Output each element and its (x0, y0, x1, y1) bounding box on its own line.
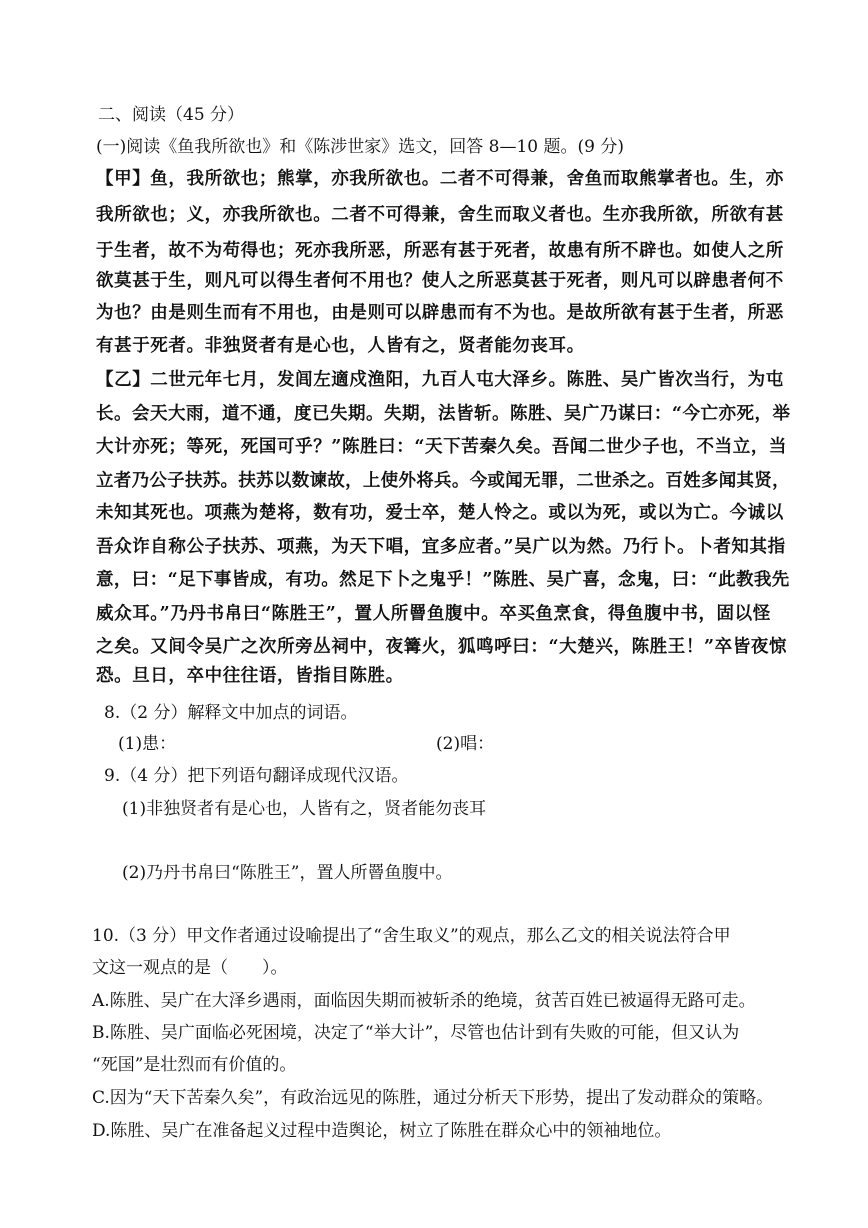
passage-yi-line: 吾众诈自称公子扶苏、项燕，为天下唱，宜多应者。”吴广以为然。乃行卜。卜者知其指 (96, 537, 786, 557)
passage-jia-line: 我所欲也；义，亦我所欲也。二者不可得兼，舍生而取义者也。生亦我所欲，所欲有甚 (96, 205, 784, 225)
section-heading: 二、阅读（45 分） (98, 105, 245, 125)
question-10-option-a: A.陈胜、吴广在大泽乡遇雨，面临因失期而被斩杀的绝境，贫苦百姓已被逼得无路可走。 (92, 991, 756, 1011)
passage-yi-line: 意，曰：“足下事皆成，有功。然足下卜之鬼乎！”陈胜、吴广喜，念鬼，曰：“此教我先 (96, 570, 790, 590)
question-8-item-2: (2)唱： (436, 734, 495, 754)
question-10-option-d: D.陈胜、吴广在准备起义过程中造舆论，树立了陈胜在群众心中的领袖地位。 (92, 1121, 672, 1141)
part-intro: (一)阅读《鱼我所欲也》和《陈涉世家》选文，回答 8—10 题。(9 分) (96, 137, 625, 157)
question-10-stem: 文这一观点的是（ ）。 (92, 958, 288, 978)
passage-yi-line: 恐。旦日，卒中往往语，皆指目陈胜。 (96, 666, 404, 686)
passage-yi-line: 立者乃公子扶苏。扶苏以数谏故，上使外将兵。今或闻无罪，二世杀之。百姓多闻其贤， (96, 471, 790, 491)
passage-yi-line: 未知其死也。项燕为楚将，数有功，爱士卒，楚人怜之。或以为死，或以为亡。今诚以 (96, 503, 784, 523)
passage-yi-line: 之矣。又间令吴广之次所旁丛祠中，夜篝火，狐鸣呼曰：“大楚兴，陈胜王！”卒皆夜惊 (96, 637, 788, 657)
question-8-stem: 8.（2 分）解释文中加点的词语。 (104, 703, 358, 723)
question-9-item-1: (1)非独贤者有是心也，人皆有之，贤者能勿丧耳 (122, 799, 487, 819)
question-10-option-b: “死国”是壮烈而有价值的。 (92, 1055, 297, 1075)
question-9-item-2: (2)乃丹书帛曰“陈胜王”，置人所罾鱼腹中。 (122, 863, 453, 883)
passage-yi-line: 【乙】二世元年七月，发闾左適戍渔阳，九百人屯大泽乡。陈胜、吴广皆次当行，为屯 (96, 370, 784, 390)
passage-jia-line: 【甲】鱼，我所欲也；熊掌，亦我所欲也。二者不可得兼，舍鱼而取熊掌者也。生，亦 (96, 169, 784, 189)
question-10-option-b: B.陈胜、吴广面临必死困境，决定了“举大计”，尽管也估计到有失败的可能，但又认为 (92, 1023, 740, 1043)
passage-yi-line: 威众耳。”乃丹书帛曰“陈胜王”，置人所罾鱼腹中。卒买鱼烹食，得鱼腹中书，固以怪 (96, 604, 771, 624)
passage-jia-line: 为也？由是则生而有不用也，由是则可以辟患而有不为也。是故所欲有甚于生者，所恶 (96, 303, 784, 323)
passage-jia-line: 欲莫甚于生，则凡可以得生者何不用也？使人之所恶莫甚于死者，则凡可以辟患者何不 (96, 271, 784, 291)
question-8-item-1: (1)患： (118, 734, 177, 754)
passage-jia-line: 于生者，故不为苟得也；死亦我所恶，所恶有甚于死者，故患有所不辟也。如使人之所 (96, 241, 784, 261)
question-10-option-c: C.因为“天下苦秦久矣”，有政治远见的陈胜，通过分析天下形势，提出了发动群众的策略。 (92, 1088, 774, 1108)
passage-yi-line: 大计亦死；等死，死国可乎？”陈胜曰：“天下苦秦久矣。吾闻二世少子也，不当立，当 (96, 437, 788, 457)
passage-jia-line: 有甚于死者。非独贤者有是心也，人皆有之，贤者能勿丧耳。 (96, 336, 585, 356)
passage-yi-line: 长。会天大雨，道不通，度已失期。失期，法皆斩。陈胜、吴广乃谋曰：“今亡亦死，举 (96, 404, 791, 424)
question-9-stem: 9.（4 分）把下列语句翻译成现代汉语。 (104, 766, 409, 786)
question-10-stem: 10.（3 分）甲文作者通过设喻提出了“舍生取义”的观点，那么乙文的相关说法符合甲 (92, 926, 731, 946)
